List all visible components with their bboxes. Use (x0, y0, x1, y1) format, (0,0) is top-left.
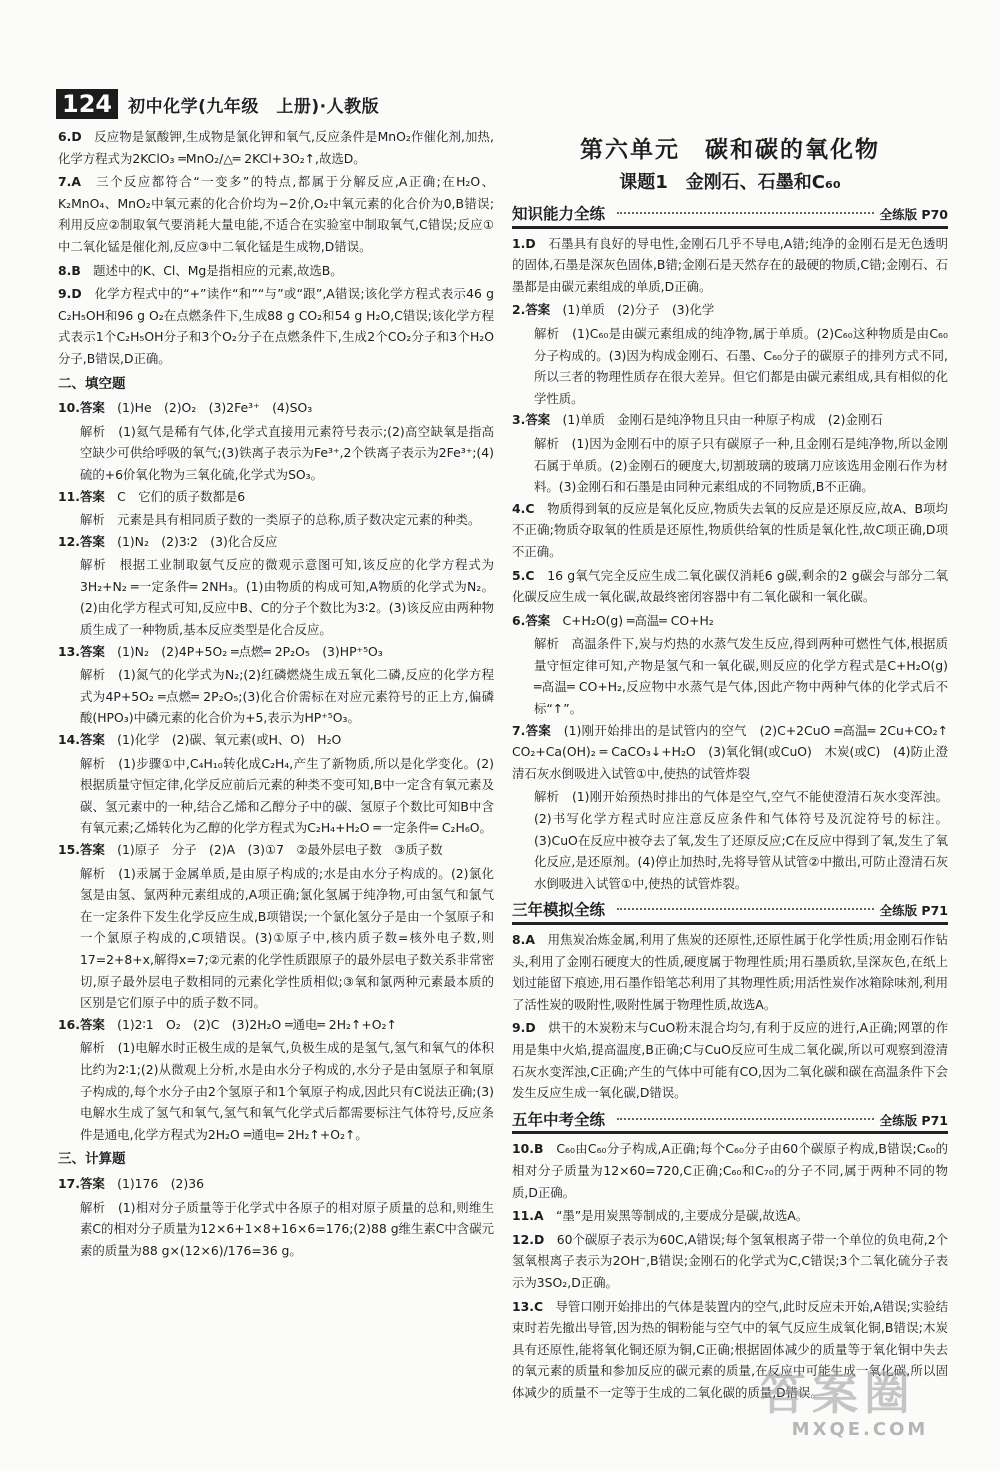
answer-explanation: 解析 (1)因为金刚石中的原子只有碳原子一种,且金刚石是纯净物,所以金刚石属于单质。(2)金刚石的硬度大,切割玻璃的玻璃刀应该选用金刚石作为材料。(3)金刚石和石墨是由同种元素组成的不同物质,B不正确。 (534, 435, 948, 495)
answer-text: 物质得到氧的反应是氧化反应,物质失去氧的反应是还原反应,故A、B项均不正确;物质夺取氧的性质是还原性,物质供给氧的性质是氧化性,故C项正确,D项不正确。 (512, 500, 948, 559)
answer-item (58, 126, 494, 169)
answer-item (512, 1205, 948, 1227)
answer-number: 3.答案 (512, 412, 551, 428)
answer-number: 17.答案 (58, 1175, 105, 1191)
page-header (56, 86, 956, 122)
answer-number: 6.答案 (512, 612, 551, 628)
answer-item (58, 531, 494, 553)
answer-item (58, 839, 494, 861)
answer-item (512, 1229, 948, 1294)
answer-explanation: 解析 (1)氦气是稀有气体,化学式直接用元素符号表示;(2)高空缺氧是指高空缺少可供给呼吸的氧气;(3)铁离子表示为Fe³⁺,2个铁离子表示为2Fe³⁺;(4)硫的+6价氧化物为三氧化硫,化学式为SO₃。 (80, 423, 494, 482)
answer-item (58, 729, 494, 751)
answer-number: 4.C (512, 500, 535, 516)
answer-item (512, 720, 961, 785)
section-bar-name: 三年模拟全练 (512, 900, 611, 922)
answer-number: 7.答案 (512, 722, 552, 738)
answer-text: 60个碳原子表示为60C,A错误;每个氢氧根离子带一个单位的负电荷,2个氢氧根离子表示为2OH⁻,B错误;金刚石的化学式为C,C错误;3个二氧化硫分子表示为3SO₂,D正确。 (512, 1231, 948, 1290)
answer-item (58, 641, 494, 663)
answer-group-fill (58, 397, 494, 1145)
answer-item (512, 409, 948, 431)
answer-number: 1.D (512, 235, 536, 251)
page-number: 124 (56, 89, 118, 119)
answer-number: 7.A (58, 174, 81, 190)
answer-group-five-year (512, 1138, 948, 1403)
answer-text: (1)176 (2)36 (117, 1175, 205, 1191)
answer-text: (1)单质 (2)分子 (3)化学 (562, 302, 715, 318)
answer-text: 三个反应都符合“一变多”的特点,都属于分解反应,A正确;在H₂O、K₂MnO₄、MnO₂中氧元素的化合价均为−2价,O₂中氧元素的化合价为0,B错误;利用反应②制取氧气要消耗大量电能,不适合在实验室中制取氧气,C错误;反应①中二氧化锰是催化剂,反应③中二氧化锰是生成物,D错误。 (58, 174, 495, 254)
answer-explanation: 解析 (1)电解水时正极生成的是氧气,负极生成的是氢气,氢气和氧气的体积比约为2∶1;(2)从微观上分析,水是由水分子构成的,水分子是由氢原子和氧原子构成的,每个水分子由2个氢原子和1个氧原子构成,因此只有C说法正确;(3)电解水生成了氢气和氧气,氢气和氧气化学式后都需要标注气体符号,反应条件是通电,化学方程式为2H₂O ═通电═ 2H₂↑+O₂↑。 (80, 1040, 494, 1142)
answer-text: (1)N₂ (2)4P+5O₂ ═点燃═ 2P₂O₅ (3)HP⁺⁵O₃ (117, 643, 383, 659)
answer-explanation: 解析 (1)相对分子质量等于化学式中各原子的相对原子质量的总和,则维生素C的相对分子质量为12×6+1×8+16×6=176;(2)88 g维生素C中含碳元素的质量为88 g×(12×6)/176=36 g。 (80, 1199, 494, 1258)
answer-explanation: 解析 (1)刚开始预热时排出的气体是空气,空气不能使澄清石灰水变浑浊。(2)书写化学方程式时应注意反应条件和气体符号及沉淀符号的标注。(3)CuO在反应中被夺去了氧,发生了还原反应;C在反应中得到了氧,发生了氧化反应,是还原剂。(4)停止加热时,先将导管从试管②中撤出,可防止澄清石灰水倒吸进入试管①中,使热的试管炸裂。 (534, 789, 948, 891)
answer-number: 8.A (512, 932, 535, 947)
answer-text: (1)刚开始排出的是试管内的空气 (2)C+2CuO ═高温═ 2Cu+CO₂↑ CO₂+Ca(OH)₂ ═ CaCO₃↓+H₂O (3)氧化铜(或CuO) 木炭(或C) (4)防止澄清石灰水倒吸进入试管①中,使热的试管炸裂 (512, 722, 961, 781)
answer-text: 石墨具有良好的导电性,金刚石几乎不导电,A错;纯净的金刚石是无色透明的固体,石墨是深灰色固体,B错;金刚石是天然存在的最硬的物质,C错;金刚石、石墨都是由碳元素组成的单质,D正确。 (512, 235, 949, 294)
section-bar-name: 五年中考全练 (512, 1110, 611, 1132)
right-column (512, 126, 961, 1405)
answer-text: C 它们的质子数都是6 (117, 488, 246, 504)
answer-text: (1)原子 分子 (2)A (3)①7 ②最外层电子数 ③质子数 (117, 842, 443, 857)
section-heading-calc: 三、计算题 (58, 1151, 126, 1168)
section-bar-ref: 全练版 P70 (879, 207, 948, 222)
answer-number: 10.答案 (58, 400, 105, 416)
left-column (58, 126, 494, 1261)
section-bar-three-year (512, 900, 948, 925)
answer-number: 12.答案 (58, 533, 105, 549)
answer-number: 15.答案 (58, 842, 105, 857)
watermark-text: 答案圈 (760, 1366, 916, 1420)
section-bar-knowledge (512, 204, 948, 229)
answer-number: 16.答案 (58, 1016, 105, 1032)
answer-text: “墨”是用炭黑等制成的,主要成分是碳,故选A。 (555, 1208, 809, 1224)
answer-number: 11.答案 (58, 488, 105, 504)
answer-explanation: 解析 根据工业制取氨气反应的微观示意图可知,该反应的化学方程式为3H₂+N₂ ═一定条件═ 2NH₃。(1)由物质的构成可知,A物质的化学式为N₂。(2)由化学方程式可知,反应中B、C的分子个数比为3∶2。(3)该反应由两种物质生成了一种物质,基本反应类型是化合反应。 (80, 557, 494, 638)
answer-number: 13.C (512, 1298, 544, 1314)
answer-number: 5.C (512, 567, 535, 583)
dotted-leader (617, 1118, 874, 1120)
section-bar-ref: 全练版 P71 (879, 1112, 948, 1128)
dotted-leader (617, 212, 874, 214)
answer-item (58, 1014, 494, 1036)
answer-item (512, 299, 948, 321)
answer-text: 烘干的木炭粉末与CuO粉末混合均匀,有利于反应的进行,A正确;网罩的作用是集中火焰,提高温度,B正确;C与CuO反应可生成二氧化碳,所以可观察到澄清石灰水变浑浊,C正确;产生的气体中可能有CO,因为二氧化碳和碳在高温条件下会发生反应生成一氧化碳,D错误。 (512, 1020, 949, 1101)
answer-item (58, 283, 494, 369)
watermark-url: MXQE.COM (791, 1419, 929, 1440)
answer-text: 化学方程式中的“+”读作“和”“与”或“跟”,A错误;该化学方程式表示46 g C₂H₅OH和96 g O₂在点燃条件下,生成88 g CO₂和54 g H₂O,C错误;该化学方程式表示1个C₂H₅OH分子和3个O₂分子在点燃条件下,生成2个CO₂分子和3个H₂O分子,B错误,D正确。 (58, 286, 494, 366)
answer-item (512, 233, 948, 298)
answer-number: 8.B (58, 262, 81, 278)
section-heading-fill-blank: 二、填空题 (58, 375, 126, 392)
answer-item (512, 1138, 948, 1203)
answer-explanation: 解析 (1)步骤①中,C₄H₁₀转化成C₂H₄,产生了新物质,所以是化学变化。(2)根据质量守恒定律,化学反应前后元素的种类不变可知,B中一定含有氧元素及碳、氢元素中的一种,结合乙烯和乙醇分子中的碳、氢原子个数比可知B中含有氧元素;乙烯转化为乙醇的化学方程式为C₂H₄+H₂O ═一定条件═ C₂H₆O。 (80, 755, 494, 836)
dotted-leader (617, 908, 874, 910)
answer-item (512, 929, 948, 1015)
section-bar-ref: 全练版 P71 (879, 903, 948, 919)
answer-number: 11.A (512, 1208, 544, 1224)
answer-item (512, 565, 948, 608)
answer-group-calc (58, 1173, 494, 1261)
answer-text: 题述中的K、Cl、Mg是指相应的元素,故选B。 (93, 262, 343, 278)
answer-item (58, 1173, 494, 1195)
answer-text: C+H₂O(g) ═高温═ CO+H₂ (562, 612, 714, 628)
answer-number: 12.D (512, 1231, 545, 1247)
answer-explanation: 解析 (1)汞属于金属单质,是由原子构成的;水是由水分子构成的。(2)氯化氢是由氢、氯两种元素组成的,A项正确;氯化氢属于纯净物,可由氢气和氯气在一定条件下发生化学反应生成,B项错误;一个氯化氢分子是由一个氢原子和一个氯原子构成的,C项错误。(3)①原子中,核内质子数=核外电子数,则17=2+8+x,解得x=7;②元素的化学性质跟原子的最外层电子数关系非常密切,原子最外层电子数相同的元素化学性质相似;③氧和氯两种元素最本质的区别是它们原子中的质子数不同。 (80, 865, 494, 1011)
answer-text: 反应物是氯酸钾,生成物是氯化钾和氧气,反应条件是MnO₂作催化剂,加热,化学方程式为2KClO₃ ═MnO₂/△═ 2KCl+3O₂↑,故选D。 (58, 129, 495, 166)
answer-item (512, 610, 948, 632)
answer-item (58, 171, 494, 257)
answer-item (58, 397, 494, 419)
answer-group-three-year (512, 929, 948, 1104)
answer-group-choice (58, 126, 494, 370)
answer-item (512, 1017, 948, 1103)
answer-text: 导管口刚开始排出的气体是装置内的空气,此时反应未开始,A错误;实验结束时若先撤出导管,因为热的铜粉能与空气中的氧气反应生成氧化铜,B错误;木炭具有还原性,能将氧化铜还原为铜,C正确;根据固体减少的质量等于氧化铜中失去的氧元素的质量和参加反应的碳元素的质量,在反应中可能生成一氧化碳,所以固体减少的质量不一定等于生成的二氧化碳的质量,D错误。 (512, 1298, 949, 1400)
answer-explanation: 解析 (1)氮气的化学式为N₂;(2)红磷燃烧生成五氧化二磷,反应的化学方程式为4P+5O₂ ═点燃═ 2P₂O₅;(3)化合价需标在对应元素符号的正上方,偏磷酸(HPO₃)中磷元素的化合价为+5,表示为HP⁺⁵O₃。 (80, 667, 494, 726)
answer-item (58, 260, 494, 282)
answer-text: 用焦炭冶炼金属,利用了焦炭的还原性,还原性属于化学性质;用金刚石作钻头,利用了金刚石硬度大的性质,硬度属于物理性质;用石墨质软,呈深灰色,在纸上划过能留下痕迹,用石墨作铅笔芯利用了其物理性质;用活性炭作冰箱除味剂,利用了活性炭的吸附性,吸附性属于物理性质,故选A。 (512, 932, 948, 1012)
answer-text: C₆₀由C₆₀分子构成,A正确;每个C₆₀分子由60个碳原子构成,B错误;C₆₀的相对分子质量为12×60=720,C正确;C₆₀和C₇₀的分子不同,属于两种不同的物质,D正确。 (512, 1141, 948, 1200)
answer-number: 9.D (512, 1020, 536, 1036)
answer-number: 14.答案 (58, 732, 105, 748)
answer-number: 10.B (512, 1141, 544, 1157)
answer-text: (1)N₂ (2)3∶2 (3)化合反应 (117, 533, 278, 549)
answer-group-knowledge (512, 233, 961, 895)
answer-text: (1)He (2)O₂ (3)2Fe³⁺ (4)SO₃ (117, 400, 313, 416)
answer-text: 16 g氧气完全反应生成二氧化碳仅消耗6 g碳,剩余的2 g碳会与部分二氧化碳反应生成一氧化碳,故最终密闭容器中有二氧化碳和一氧化碳。 (512, 567, 948, 605)
watermark-logo (760, 1367, 960, 1457)
section-bar-name: 知识能力全练 (512, 204, 611, 226)
answer-explanation: 解析 元素是具有相同质子数的一类原子的总称,质子数决定元素的种类。 (80, 512, 481, 528)
lesson-title: 课题1 金刚石、石墨和C₆₀ (619, 172, 841, 193)
book-title: 初中化学(九年级 上册)·人教版 (128, 96, 380, 117)
answer-number: 6.D (58, 129, 82, 144)
answer-number: 13.答案 (58, 643, 105, 659)
answer-text: (1)化学 (2)碳、氧元素(或H、O) H₂O (117, 732, 342, 748)
section-bar-five-year (512, 1110, 948, 1135)
answer-explanation: 解析 高温条件下,炭与灼热的水蒸气发生反应,得到两种可燃性气体,根据质量守恒定律可知,产物是氢气和一氧化碳,则反应的化学方程式是C+H₂O(g) ═高温═ CO+H₂,反应物中水蒸气是气体,因此产物中两种气体的化学式后不标“↑”。 (534, 636, 948, 717)
answer-text: (1)2∶1 O₂ (2)C (3)2H₂O ═通电═ 2H₂↑+O₂↑ (117, 1016, 397, 1032)
answer-number: 2.答案 (512, 302, 551, 318)
unit-title: 第六单元 碳和碳的氧化物 (580, 137, 880, 163)
answer-text: (1)单质 金刚石是纯净物且只由一种原子构成 (2)金刚石 (562, 412, 883, 428)
answer-item (58, 486, 494, 508)
answer-explanation: 解析 (1)C₆₀是由碳元素组成的纯净物,属于单质。(2)C₆₀这种物质是由C₆₀分子构成的。(3)因为构成金刚石、石墨、C₆₀分子的碳原子的排列方式不同,所以三者的物理性质存在很大差异。但它们都是由碳元素组成,具有相似的化学性质。 (534, 325, 948, 406)
answer-item (512, 498, 948, 563)
answer-number: 9.D (58, 286, 82, 302)
